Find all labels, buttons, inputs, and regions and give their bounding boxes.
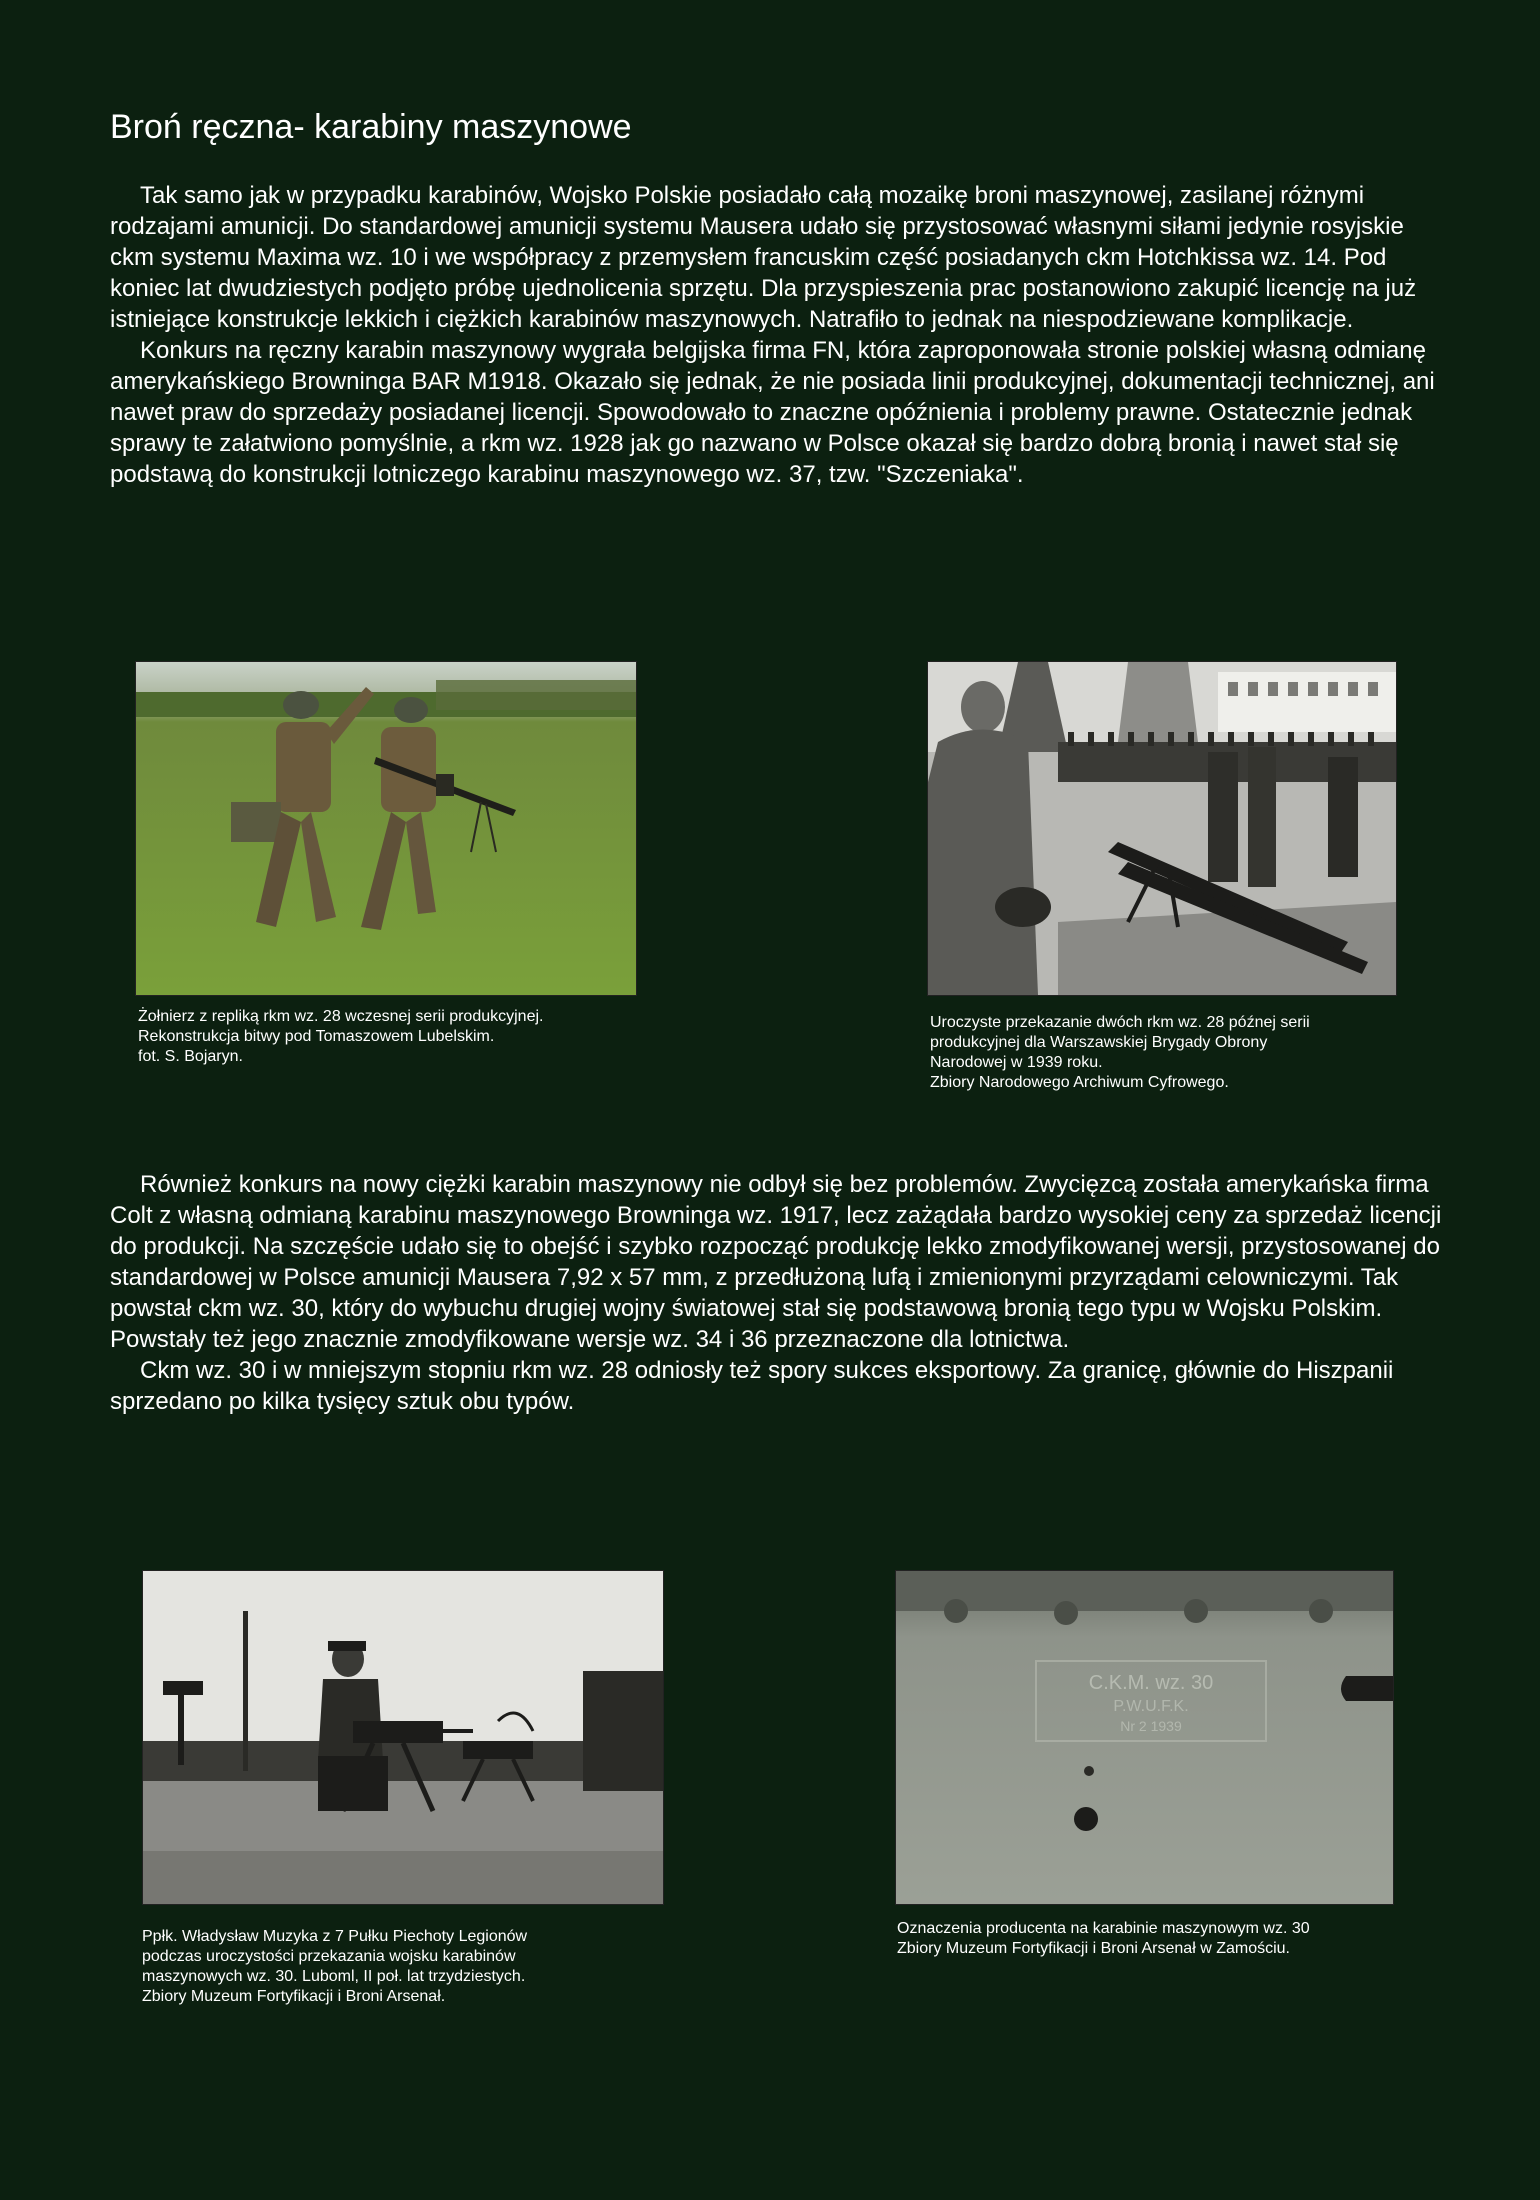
text-block-ckm [110,1169,1450,1417]
photo-officer-ckm-image [143,1571,663,1904]
caption-line: Rekonstrukcja bitwy pod Tomaszowem Lubelskim. [138,1028,495,1045]
engraving-line: C.K.M. wz. 30 [1088,1672,1214,1694]
caption-photo-3 [142,1927,527,2007]
caption-line: Ppłk. Władysław Muzyka z 7 Pułku Piechoty Legionów [142,1928,528,1945]
caption-line: maszynowych wz. 30. Luboml, II poł. lat trzydziestych. [142,1968,526,1985]
paragraph: Ckm wz. 30 i w mniejszym stopniu rkm wz. 28 odniosły też spory sukces eksportowy. Za granicę, głównie do Hiszpanii sprzedano po kilka tysięcy sztuk obu typów. [110,1357,1394,1415]
photo-soldiers-field [135,661,637,996]
caption-line: Zbiory Narodowego Archiwum Cyfrowego. [930,1074,1229,1091]
caption-photo-1 [138,1007,543,1067]
caption-line: Zbiory Muzeum Fortyfikacji i Broni Arsenał w Zamościu. [897,1940,1290,1957]
caption-line: fot. S. Bojaryn. [138,1048,243,1065]
photo-ceremony-rkm-image [928,662,1396,995]
text-block-intro [110,180,1450,490]
page-title: Broń ręczna- karabiny maszynowe [110,108,632,146]
photo-ceremony-rkm [927,661,1397,996]
caption-line: podczas uroczystości przekazania wojsku karabinów [142,1948,516,1965]
photo-soldiers-field-image [136,662,636,995]
engraving-line: Nr 2 1939 [1120,1718,1182,1734]
photo-manufacturer-marking-image [896,1571,1393,1904]
paragraph: Powstały też jego znacznie zmodyfikowane wersje wz. 34 i 36 przeznaczone dla lotnictwa. [110,1326,1070,1353]
engraving-line: P.W.U.F.K. [1113,1698,1189,1715]
caption-line: Narodowej w 1939 roku. [930,1054,1103,1071]
paragraph: Tak samo jak w przypadku karabinów, Wojsko Polskie posiadało całą mozaikę broni maszynowej, zasilanej różnymi rodzajami amunicji. Do standardowej amunicji systemu Mausera udało się przystosować własnymi siłami jedynie rosyjskie ckm systemu Maxima wz. 10 i we współpracy z przemysłem francuskim część posiadanych ckm Hotchkissa wz. 14. Pod koniec lat dwudziestych podjęto próbę ujednolicenia sprzętu. Dla przyspieszenia prac postanowiono zakupić licencję na już istniejące konstrukcje lekkich i ciężkich karabinów maszynowych. Natrafiło to jednak na niespodziewane komplikacje. [110,182,1417,333]
caption-line: produkcyjnej dla Warszawskiej Brygady Obrony [930,1034,1268,1051]
paragraph: Konkurs na ręczny karabin maszynowy wygrała belgijska firma FN, która zaproponowała stronie polskiej własną odmianę amerykańskiego Browninga BAR M1918. Okazało się jednak, że nie posiada linii produkcyjnej, dokumentacji technicznej, ani nawet praw do sprzedaży posiadanej licencji. Spowodowało to znaczne opóźnienia i problemy prawne. Ostatecznie jednak sprawy te załatwiono pomyślnie, a rkm wz. 1928 jak go nazwano w Polsce okazał się bardzo dobrą bronią i nawet stał się podstawą do konstrukcji lotniczego karabinu maszynowego wz. 37, tzw. "Szczeniaka". [110,337,1435,488]
caption-photo-2 [930,1013,1310,1093]
caption-line: Zbiory Muzeum Fortyfikacji i Broni Arsenał. [142,1988,446,2005]
caption-line: Żołnierz z repliką rkm wz. 28 wczesnej serii produkcyjnej. [138,1008,544,1025]
caption-line: Uroczyste przekazanie dwóch rkm wz. 28 późnej serii [930,1014,1310,1031]
caption-photo-4 [897,1919,1310,1959]
photo-officer-ckm [142,1570,664,1905]
paragraph: Również konkurs na nowy ciężki karabin maszynowy nie odbył się bez problemów. Zwycięzcą została amerykańska firma Colt z własną odmianą karabinu maszynowego Browninga wz. 1917, lecz zażądała bardzo wysokiej ceny za sprzedaż licencji do produkcji. Na szczęście udało się to obejść i szybko rozpocząć produkcję lekko zmodyfikowanej wersji, przystosowanej do standardowej w Polsce amunicji Mausera 7,92 x 57 mm, z przedłużoną lufą i zmienionymi przyrządami celowniczymi. Tak powstał ckm wz. 30, który do wybuchu drugiej wojny światowej stał się podstawową bronią tego typu w Wojsku Polskim. [110,1171,1442,1322]
caption-line: Oznaczenia producenta na karabinie maszynowym wz. 30 [897,1920,1310,1937]
photo-manufacturer-marking [895,1570,1394,1905]
